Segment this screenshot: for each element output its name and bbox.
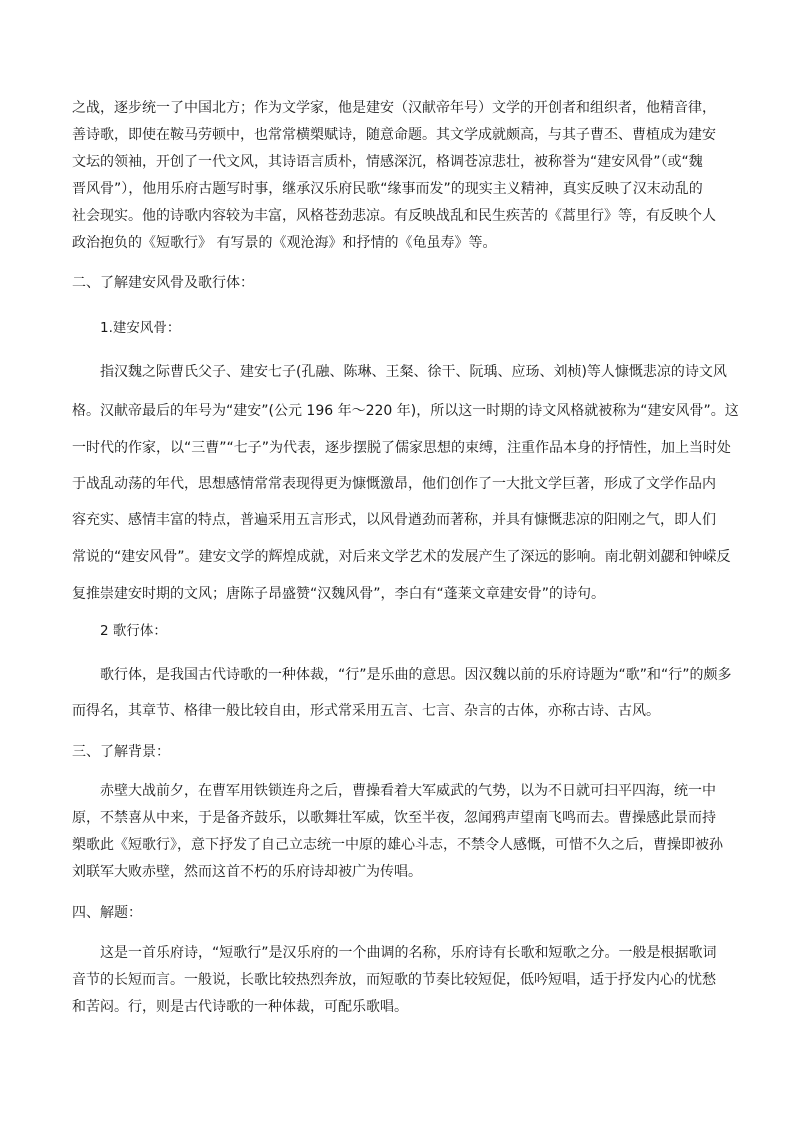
body-line: 这是一首乐府诗，“短歌行”是汉乐府的一个曲调的名称，乐府诗有长歌和短歌之分。一般是根据歌词 [100, 945, 717, 961]
body-line: 赤壁大战前夕，在曹军用铁锁连舟之后，曹操看着大军威武的气势，以为不日就可扫平四海，统一中 [100, 783, 716, 799]
body-line: 音节的长短而言。一般说，长歌比较热烈奔放，而短歌的节奏比较短促，低吟短唱，适于抒发内心的忧愁 [72, 972, 716, 988]
body-line: 和苦闷。行，则是古代诗歌的一种体裁，可配乐歌唱。 [72, 999, 408, 1015]
subsection-heading: 2 歌行体： [100, 623, 167, 639]
body-line: 之战，逐步统一了中国北方；作为文学家，他是建安（汉献帝年号）文学的开创者和组织者，他精音律， [72, 100, 716, 116]
body-line: 于战乱动荡的年代，思想感情常常表现得更为慷慨激昂，他们创作了一大批文学巨著，形成了文学作品内 [72, 476, 716, 492]
section-heading: 二、了解建安风骨及歌行体： [72, 275, 254, 291]
body-line: 原，不禁喜从中来，于是备齐鼓乐，以歌舞壮军威，饮至半夜，忽闻鸦声望南飞鸣而去。曹操感此景而持 [72, 810, 716, 826]
body-line: 刘联军大败赤壁，然而这首不朽的乐府诗却被广为传唱。 [72, 864, 422, 880]
section-heading: 四、解题： [72, 905, 142, 921]
body-line: 一时代的作家，以“三曹”“七子”为代表，逐步摆脱了儒家思想的束缚，注重作品本身的抒情性，加上当时处 [72, 440, 732, 456]
subsection-heading: 1.建安风骨： [100, 320, 181, 336]
body-line: 晋风骨”），他用乐府古题写时事，继承汉乐府民歌“缘事而发”的现实主义精神，真实反映了汉末动乱的 [72, 181, 703, 197]
body-line: 常说的“建安风骨”。建安文学的辉煌成就，对后来文学艺术的发展产生了深远的影响。南北朝刘勰和钟嵘反 [72, 549, 731, 565]
body-line: 指汉魏之际曹氏父子、建安七子(孔融、陈琳、王粲、徐干、阮瑀、应玚、刘桢)等人慷慨悲凉的诗文风 [100, 364, 727, 380]
body-line: 善诗歌，即使在鞍马劳顿中，也常常横槊赋诗，随意命题。其文学成就颇高，与其子曹丕、曹植成为建安 [72, 127, 716, 143]
body-line: 格。汉献帝最后的年号为“建安”(公元 196 年～220 年)，所以这一时期的诗文风格就被称为“建安风骨”。这 [72, 403, 739, 419]
body-line: 歌行体，是我国古代诗歌的一种体裁，“行”是乐曲的意思。因汉魏以前的乐府诗题为“歌”和“行”的颇多 [100, 667, 732, 683]
body-line: 而得名，其章节、格律一般比较自由，形式常采用五言、七言、杂言的古体，亦称古诗、古风。 [72, 703, 660, 719]
body-line: 槊歌此《短歌行》，意下抒发了自己立志统一中原的雄心斗志，不禁令人感慨，可惜不久之后，曹操即被孙 [72, 837, 723, 853]
body-line: 文坛的领袖，开创了一代文风，其诗语言质朴，情感深沉，格调苍凉悲壮，被称誉为“建安风骨”（或“魏 [72, 154, 703, 170]
body-line: 复推崇建安时期的文风；唐陈子昂盛赞“汉魏风骨”，李白有“蓬莱文章建安骨”的诗句。 [72, 586, 606, 602]
body-line: 政治抱负的《短歌行》 有写景的《观沧海》和抒情的《龟虽寿》等。 [72, 235, 497, 251]
body-line: 容充实、感情丰富的特点，普遍采用五言形式，以风骨遒劲而著称，并具有慷慨悲凉的阳刚之气，即人们 [72, 512, 716, 528]
body-line: 社会现实。他的诗歌内容较为丰富，风格苍劲悲凉。有反映战乱和民生疾苦的《蒿里行》等，有反映个人 [72, 208, 716, 224]
section-heading: 三、了解背景： [72, 744, 170, 760]
